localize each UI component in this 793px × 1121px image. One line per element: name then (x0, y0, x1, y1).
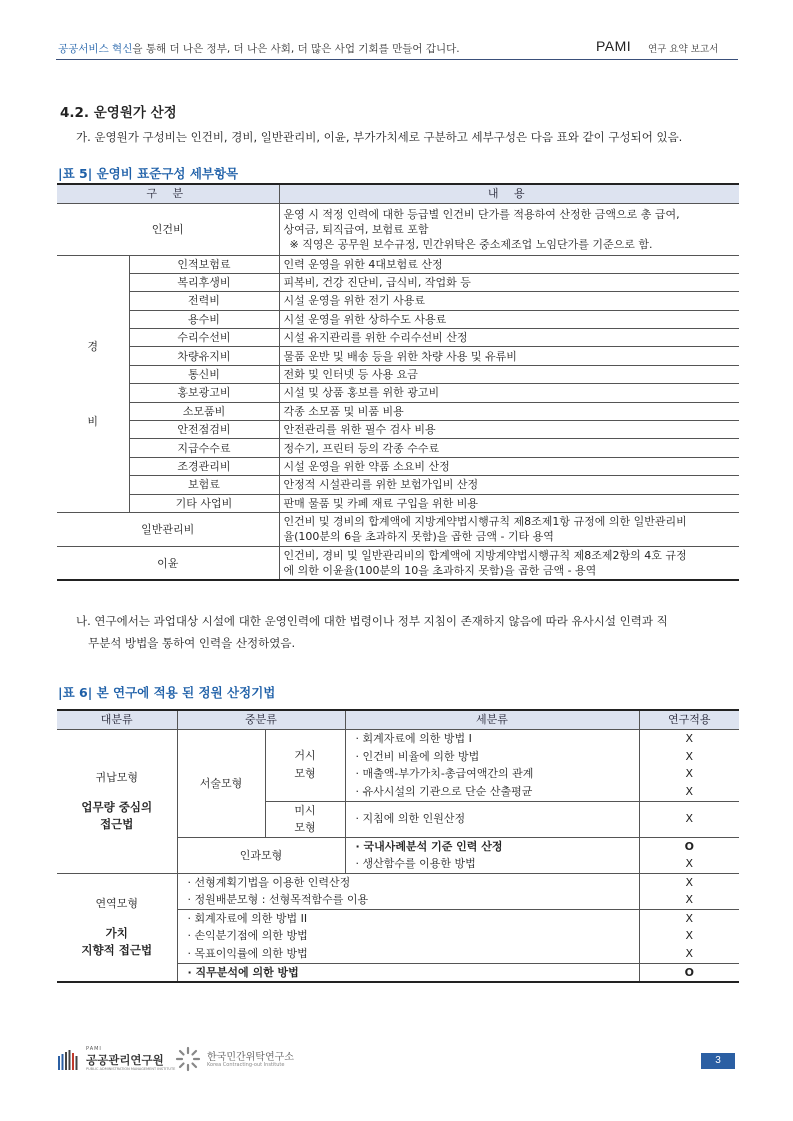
pami-logo (58, 1046, 176, 1072)
group2-item: · 손익분기점에 의한 방법 (187, 929, 308, 943)
micro-line1: 미시 (294, 804, 316, 817)
starburst-logo-icon (175, 1046, 201, 1072)
causal-mark: X (685, 857, 694, 870)
group2-approach-2: 지향적 접근법 (81, 942, 153, 957)
table6-causal-marks (639, 837, 739, 873)
expense-label-1: 경 (87, 339, 99, 353)
table6-head-applied: 연구적용 (639, 710, 739, 729)
group2-mark: X (685, 929, 694, 943)
group2-mark: X (685, 893, 694, 906)
expense-label-2: 비 (87, 414, 99, 428)
macro-item: · 인건비 비율에 의한 방법 (355, 749, 480, 763)
paragraph-b (76, 610, 736, 654)
labor-desc-line2: 상여금, 퇴직급여, 보험료 포함 (283, 222, 429, 236)
macro-line2: 모형 (294, 767, 316, 780)
table5-labor-desc (279, 203, 739, 255)
causal-item: · 생산함수를 이용한 방법 (355, 857, 476, 870)
table5-profit-desc (279, 546, 739, 580)
group2-mark: X (685, 911, 694, 925)
kci-logo (175, 1046, 315, 1072)
page-number: 3 (701, 1053, 735, 1069)
table5 (57, 183, 739, 581)
expense-item: 소모품비 (129, 402, 279, 420)
group1-approach-2: 접근법 (100, 816, 134, 831)
macro-line1: 거시 (294, 749, 316, 762)
slogan-rest: 을 통해 더 나은 정부, 더 나은 사회, 더 많은 사업 기회를 만들어 갑니다. (132, 43, 460, 55)
table-row (57, 384, 739, 402)
table5-labor-label: 인건비 (57, 203, 279, 255)
table6-macro-model (265, 729, 345, 801)
table-row (57, 347, 739, 365)
table5-head-category: 구 분 (57, 184, 279, 203)
expense-desc: 시설 및 상품 홍보를 위한 광고비 (279, 384, 739, 402)
table6-micro-model (265, 801, 345, 837)
expense-desc: 정수기, 프린터 등의 각종 수수료 (279, 439, 739, 457)
expense-item: 용수비 (129, 310, 279, 328)
causal-mark: O (684, 839, 694, 853)
group2-model: 연역모형 (95, 896, 138, 910)
table6-macro-items (345, 729, 639, 801)
expense-desc: 안정적 시설관리를 위한 보험가입비 산정 (279, 476, 739, 494)
expense-item: 인적보험료 (129, 255, 279, 273)
labor-desc-line3: ※ 직영은 공무원 보수규정, 민간위탁은 중소제조업 노임단가를 기준으로 함. (289, 237, 653, 251)
table6-micro-item: · 지침에 의한 인원산정 (345, 801, 639, 837)
table-row (57, 421, 739, 439)
macro-item: · 회계자료에 의한 방법 I (355, 732, 472, 745)
table6-group2-item-c: · 직무분석에 의한 방법 (177, 963, 639, 982)
profit-desc-line2: 에 의한 이윤율(100분의 10을 초과하지 못함)을 곱한 금액 - 용역 (283, 564, 597, 578)
macro-mark: X (685, 784, 694, 798)
table5-expense-rows (57, 255, 739, 512)
table6-group2-mark-c: O (639, 963, 739, 982)
table6 (57, 709, 739, 983)
expense-item: 전력비 (129, 292, 279, 310)
macro-mark: X (685, 732, 694, 745)
table6-head-middle: 중분류 (177, 710, 345, 729)
table5-head-content: 내 용 (279, 184, 739, 203)
group2-item: · 회계자료에 의한 방법 II (187, 911, 308, 925)
micro-line2: 모형 (294, 821, 316, 834)
expense-item: 안전점검비 (129, 421, 279, 439)
table5-expense-label (57, 255, 129, 512)
table6-group2-items-b (177, 909, 639, 963)
table6-causal-items (345, 837, 639, 873)
expense-item: 보험료 (129, 476, 279, 494)
header-brand: PAMI (596, 38, 632, 54)
table6-causal-model: 인과모형 (177, 837, 345, 873)
expense-item: 조경관리비 (129, 457, 279, 475)
kci-logo-name: 한국민간위탁연구소 (207, 1052, 294, 1063)
group2-mark: X (685, 946, 694, 960)
bars-logo-icon (58, 1050, 78, 1070)
group2-item: · 정원배분모형 : 선형목적함수를 이용 (187, 893, 369, 906)
admin-desc-line1: 인건비 및 경비의 합계액에 지방계약법시행규칙 제8조제1항 규정에 의한 일반관리비 (283, 515, 687, 529)
expense-desc: 각종 소모품 및 비품 비용 (279, 402, 739, 420)
table6-caption: |표 6| 본 연구에 적용 된 정원 산정기법 (58, 685, 276, 700)
expense-item: 지급수수료 (129, 439, 279, 457)
table-row (57, 273, 739, 291)
group2-item: · 목표이익률에 의한 방법 (187, 946, 308, 960)
macro-item: · 유사시설의 기관으로 단순 산출평균 (355, 784, 533, 798)
expense-item: 통신비 (129, 365, 279, 383)
header-report-type: 연구 요약 보고서 (648, 44, 719, 55)
expense-item: 차량유지비 (129, 347, 279, 365)
pami-logo-tiny: PUBLIC ADMINISTRATION MANAGEMENT INSTITUTE (86, 1067, 176, 1071)
header-slogan (58, 41, 460, 56)
table5-admin-desc (279, 512, 739, 546)
table-row (57, 439, 739, 457)
table-row (57, 494, 739, 512)
table-row (57, 310, 739, 328)
labor-desc-line1: 운영 시 적정 인력에 대한 등급별 인건비 단가를 적용하여 산정한 금액으로 총 급여, (283, 207, 680, 221)
table6-narrative-model: 서술모형 (177, 729, 265, 837)
expense-desc: 전화 및 인터넷 등 사용 요금 (279, 365, 739, 383)
paragraph-b-line2: 무분석 방법을 통하여 인력을 산정하였음. (88, 636, 296, 650)
admin-desc-line2: 율(100분의 6을 초과하지 못함)을 곱한 금액 - 기타 용역 (283, 530, 554, 544)
macro-item: · 매출액-부가가치-총급여액간의 관계 (355, 767, 534, 780)
expense-desc: 시설 운영을 위한 전기 사용료 (279, 292, 739, 310)
paragraph-b-line1: 나. 연구에서는 과업대상 시설에 대한 운영인력에 대한 법령이나 정부 지침이 존재하지 않음에 따라 유사시설 인력과 직 (76, 614, 668, 628)
table6-group2-label (57, 873, 177, 982)
table-row (57, 292, 739, 310)
table6-group2-marks-b (639, 909, 739, 963)
table-row (57, 402, 739, 420)
table6-head-minor: 세분류 (345, 710, 639, 729)
group1-approach-1: 업무량 중심의 (81, 799, 153, 814)
table-row (57, 329, 739, 347)
table6-micro-mark: X (639, 801, 739, 837)
expense-item: 기타 사업비 (129, 494, 279, 512)
table-row (57, 365, 739, 383)
paragraph-a: 가. 운영원가 구성비는 인건비, 경비, 일반관리비, 이윤, 부가가치세로 구분하고 세부구성은 다음 표와 같이 구성되어 있음. (76, 130, 683, 144)
table6-head-major: 대분류 (57, 710, 177, 729)
causal-item: · 국내사례분석 기준 인력 산정 (355, 839, 503, 853)
table-row (57, 255, 739, 273)
group1-model: 귀납모형 (95, 770, 138, 784)
expense-desc: 피복비, 건강 진단비, 급식비, 작업화 등 (279, 273, 739, 291)
expense-item: 수리수선비 (129, 329, 279, 347)
page-header (56, 36, 738, 60)
table6-group2-items-a (177, 873, 639, 909)
macro-mark: X (685, 749, 694, 763)
table-row (57, 457, 739, 475)
table5-admin-label: 일반관리비 (57, 512, 279, 546)
expense-desc: 시설 유지관리를 위한 수리수선비 산정 (279, 329, 739, 347)
table-row (57, 476, 739, 494)
expense-desc: 안전관리를 위한 필수 검사 비용 (279, 421, 739, 439)
table5-caption: |표 5| 운영비 표준구성 세부항목 (58, 166, 239, 181)
expense-item: 복리후생비 (129, 273, 279, 291)
slogan-highlight: 공공서비스 혁신 (58, 43, 133, 55)
expense-desc: 시설 운영을 위한 상하수도 사용료 (279, 310, 739, 328)
table6-group2-marks-a (639, 873, 739, 909)
kci-logo-tiny: Korea Contracting-out Institute (207, 1062, 285, 1068)
expense-desc: 판매 물품 및 카페 재료 구입을 위한 비용 (279, 494, 739, 512)
expense-item: 홍보광고비 (129, 384, 279, 402)
pami-logo-name: 공공관리연구원 (86, 1053, 164, 1067)
expense-desc: 시설 운영을 위한 약품 소요비 산정 (279, 457, 739, 475)
group2-item: · 선형계획기법을 이용한 인력산정 (187, 875, 351, 889)
group2-approach-1: 가치 (105, 925, 128, 940)
table5-profit-label: 이윤 (57, 546, 279, 580)
profit-desc-line1: 인건비, 경비 및 일반관리비의 합계액에 지방계약법시행규칙 제8조제2항의 4호 규정 (283, 549, 687, 563)
pami-logo-small: PAMI (86, 1046, 102, 1052)
expense-desc: 물품 운반 및 배송 등을 위한 차량 사용 및 유류비 (279, 347, 739, 365)
group2-mark: X (685, 875, 694, 889)
section-title: 4.2. 운영원가 산정 (60, 105, 177, 121)
macro-mark: X (685, 767, 694, 780)
expense-desc: 인력 운영을 위한 4대보험료 산정 (279, 255, 739, 273)
table6-group1-label (57, 729, 177, 873)
table6-macro-marks (639, 729, 739, 801)
